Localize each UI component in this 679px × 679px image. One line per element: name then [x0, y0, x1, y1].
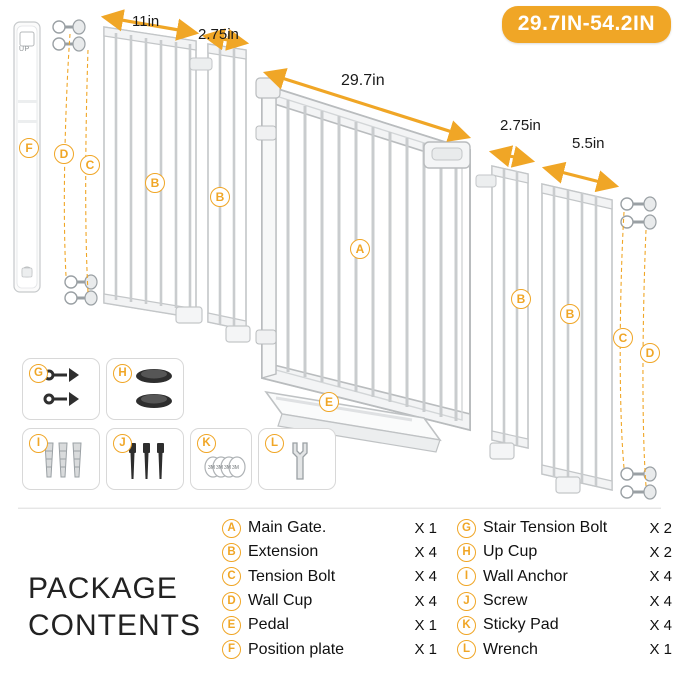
package-contents-panel [0, 508, 679, 679]
list-item-qty: X 1 [414, 519, 437, 537]
part-box-k [190, 428, 252, 490]
list-item-mark: A [222, 519, 241, 538]
list-item [457, 589, 672, 613]
list-item [457, 516, 672, 540]
list-item [457, 540, 672, 564]
list-item-mark: D [222, 592, 241, 611]
list-item-mark: E [222, 616, 241, 635]
package-contents-title [28, 570, 201, 644]
part-box-i-tag: I [29, 434, 48, 453]
svg-text:3M: 3M [216, 465, 223, 471]
list-item [222, 516, 437, 540]
callout-d2: D [640, 343, 660, 363]
list-item-name: Tension Bolt [248, 567, 336, 585]
list-item-qty: X 2 [649, 543, 672, 561]
part-box-j [106, 428, 184, 490]
list-item-name: Pedal [248, 616, 289, 634]
list-item-name: Extension [248, 543, 319, 561]
dimension-label-275in-right: 2.75in [500, 117, 541, 134]
list-item-qty: X 1 [414, 616, 437, 634]
contents-right-column [457, 516, 672, 662]
part-extension-3 [476, 166, 528, 459]
list-item-name: Screw [483, 592, 528, 610]
list-item [222, 589, 437, 613]
list-item-name: Wrench [483, 640, 538, 658]
list-item-qty: X 4 [414, 592, 437, 610]
list-item-mark: F [222, 640, 241, 659]
list-item-name: Up Cup [483, 543, 538, 561]
callout-f: F [19, 138, 39, 158]
contents-divider [18, 508, 661, 509]
dimension-label-55in: 5.5in [572, 135, 605, 152]
list-item-name: Sticky Pad [483, 616, 559, 634]
list-item [222, 613, 437, 637]
size-range-badge: 29.7IN-54.2IN [502, 6, 671, 43]
list-item-name: Main Gate. [248, 519, 327, 537]
contents-lists [222, 516, 672, 662]
svg-text:3M: 3M [208, 465, 215, 471]
callout-e: E [319, 392, 339, 412]
title-line-1: PACKAGE [28, 572, 178, 605]
list-item-qty: X 4 [414, 543, 437, 561]
list-item-qty: X 1 [649, 641, 672, 659]
list-item-qty: X 4 [649, 616, 672, 634]
callout-d1: D [54, 144, 74, 164]
list-item-mark: H [457, 543, 476, 562]
part-box-h [106, 358, 184, 420]
part-box-k-tag: K [197, 434, 216, 453]
list-item-name: Wall Cup [248, 592, 313, 610]
list-item-qty: X 1 [414, 641, 437, 659]
list-item [457, 637, 672, 661]
dimension-label-297in: 29.7in [341, 72, 385, 89]
part-box-h-tag: H [113, 364, 132, 383]
part-box-i [22, 428, 100, 490]
list-item-qty: X 2 [649, 519, 672, 537]
callout-a: A [350, 239, 370, 259]
list-item-qty: X 4 [414, 568, 437, 586]
list-item-mark: C [222, 567, 241, 586]
svg-text:3M: 3M [232, 465, 239, 471]
part-box-l [258, 428, 336, 490]
svg-text:3M: 3M [224, 465, 231, 471]
list-item-mark: G [457, 519, 476, 538]
list-item-name: Wall Anchor [483, 567, 568, 585]
list-item-qty: X 4 [649, 568, 672, 586]
list-item-mark: K [457, 616, 476, 635]
part-box-g [22, 358, 100, 420]
list-item [457, 565, 672, 589]
part-box-j-tag: J [113, 434, 132, 453]
list-item-name: Stair Tension Bolt [483, 519, 608, 537]
list-item-name: Position plate [248, 640, 345, 658]
list-item [457, 613, 672, 637]
part-box-l-tag: L [265, 434, 284, 453]
list-item [222, 637, 437, 661]
list-item [222, 565, 437, 589]
part-extension-4 [542, 184, 612, 493]
part-box-g-tag: G [29, 364, 48, 383]
callout-b2: B [210, 187, 230, 207]
callout-c1: C [80, 155, 100, 175]
title-line-2: CONTENTS [28, 609, 201, 642]
callout-c2: C [613, 328, 633, 348]
list-item [222, 540, 437, 564]
list-item-mark: J [457, 592, 476, 611]
position-plate-up-label: UP [19, 46, 30, 53]
dimension-label-275in-left: 2.75in [198, 26, 239, 43]
list-item-mark: B [222, 543, 241, 562]
list-item-qty: X 4 [649, 592, 672, 610]
callout-b1: B [145, 173, 165, 193]
list-item-mark: I [457, 567, 476, 586]
callout-b3: B [511, 289, 531, 309]
callout-b4: B [560, 304, 580, 324]
list-item-mark: L [457, 640, 476, 659]
contents-left-column [222, 516, 437, 662]
dimension-label-11in: 11in [132, 13, 160, 30]
